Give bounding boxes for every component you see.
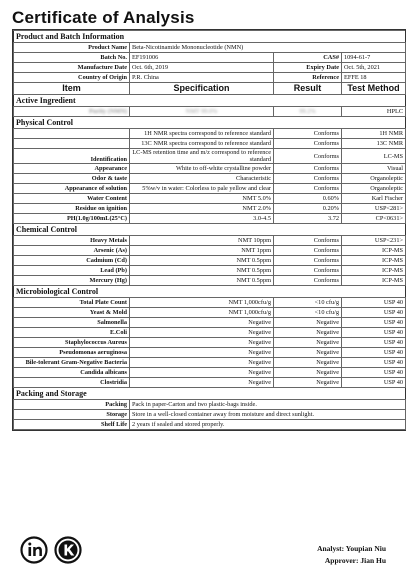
packing-rows — [14, 400, 406, 430]
table-row-spec: Negative — [130, 378, 274, 388]
label-origin: Country of Origin — [14, 73, 130, 83]
label-manufacture-date: Manufacture Date — [14, 63, 130, 73]
table-row-method: ICP-MS — [342, 276, 406, 286]
table-row — [14, 256, 406, 266]
table-row-result: Negative — [274, 338, 342, 348]
table-row-result: Conforms — [274, 129, 342, 139]
value-product-name: Beta-Nicotinamide Mononucleotide (NMN) — [130, 43, 406, 53]
active-result-text: 99.2% — [299, 107, 316, 115]
table-row-item: E.Coli — [14, 328, 130, 338]
table-row-method: USP 40 — [342, 358, 406, 368]
table-row-result: <10 cfu/g — [274, 308, 342, 318]
table-row-item: Appearance — [14, 164, 130, 174]
k-circle-logo-icon — [54, 536, 82, 564]
footer — [12, 532, 404, 572]
label-product-name: Product Name — [14, 43, 130, 53]
table-row-item: Bile-tolerant Gram-Negative Bacteria — [14, 358, 130, 368]
table-row-result: Negative — [274, 378, 342, 388]
table-row-method: ICP-MS — [342, 246, 406, 256]
packing-row — [14, 410, 406, 420]
header-result: Result — [274, 83, 342, 95]
table-row-method: Organoleptic — [342, 174, 406, 184]
label-batch-no: Batch No. — [14, 53, 130, 63]
table-row-spec: NMT 5.0% — [130, 194, 274, 204]
analyst-signature: Analyst: Youpian Niu — [317, 544, 386, 553]
table-row-spec: NMT 10ppm — [130, 236, 274, 246]
value-expiry-date: Oct. 5th, 2021 — [342, 63, 406, 73]
table-row-spec: 1H NMR spectra correspond to reference standard — [130, 129, 274, 139]
table-row — [14, 378, 406, 388]
table-row-result: Conforms — [274, 174, 342, 184]
table-row-item: Water Content — [14, 194, 130, 204]
table-row-item: Arsenic (As) — [14, 246, 130, 256]
certificate-sheet — [12, 29, 406, 431]
table-row — [14, 308, 406, 318]
packing-row — [14, 400, 406, 410]
identification-blank — [14, 129, 130, 139]
table-row-spec: Characteristic — [130, 174, 274, 184]
table-row — [14, 358, 406, 368]
table-row-item: Candida albicans — [14, 368, 130, 378]
table-row-spec: Negative — [130, 368, 274, 378]
table-row-method: 1H NMR — [342, 129, 406, 139]
micro-rows — [14, 298, 406, 388]
table-row — [14, 164, 406, 174]
header-method: Test Method — [342, 83, 406, 95]
table-row-item: Salmonella — [14, 318, 130, 328]
table-row — [14, 298, 406, 308]
header-item: Item — [14, 83, 130, 95]
active-item — [14, 107, 130, 117]
table-row-result: <10 cfu/g — [274, 298, 342, 308]
table-row-result: Conforms — [274, 236, 342, 246]
section-product: Product and Batch Information — [14, 31, 406, 43]
packing-label: Shelf Life — [14, 420, 130, 430]
table-row-result: Negative — [274, 348, 342, 358]
label-cas: CAS# — [274, 53, 342, 63]
table-row-result: Negative — [274, 358, 342, 368]
table-row-spec: NMT 0.5ppm — [130, 266, 274, 276]
table-row-method: USP 40 — [342, 308, 406, 318]
table-row-method: Organoleptic — [342, 184, 406, 194]
table-row-spec: Negative — [130, 318, 274, 328]
table-row-method: USP 40 — [342, 348, 406, 358]
table-row-item: Yeast & Mold — [14, 308, 130, 318]
label-reference: Reference — [274, 73, 342, 83]
table-row — [14, 184, 406, 194]
table-row — [14, 246, 406, 256]
table-row-item: Cadmium (Cd) — [14, 256, 130, 266]
table-row-spec: NMT 2.0% — [130, 204, 274, 214]
table-row-result: Conforms — [274, 246, 342, 256]
packing-label: Packing — [14, 400, 130, 410]
table-row-result: 0.20% — [274, 204, 342, 214]
packing-label: Storage — [14, 410, 130, 420]
table-row-method: LC-MS — [342, 149, 406, 164]
table-row-result: 0.60% — [274, 194, 342, 204]
label-expiry-date: Expiry Date — [274, 63, 342, 73]
table-row-method: USP 40 — [342, 298, 406, 308]
table-row-spec: NMT 1ppm — [130, 246, 274, 256]
table-row-item: Odor & taste — [14, 174, 130, 184]
table-row-method: CP<0631> — [342, 214, 406, 224]
table-row-item: PH(1.0g/100mL(25°C) — [14, 214, 130, 224]
active-spec-text: NMT 99.0% — [185, 107, 218, 115]
active-result — [274, 107, 342, 117]
table-row-method: 13C NMR — [342, 139, 406, 149]
section-active: Active Ingredient — [14, 95, 406, 107]
table-row — [14, 214, 406, 224]
table-row-spec: 3.0-4.5 — [130, 214, 274, 224]
table-row-spec: NMT 1,000cfu/g — [130, 298, 274, 308]
table-row-result: Conforms — [274, 184, 342, 194]
table-row-method: Karl Fischer — [342, 194, 406, 204]
table-row-item: Clostridia — [14, 378, 130, 388]
value-reference: EFFE 18 — [342, 73, 406, 83]
table-row-method: USP<231> — [342, 236, 406, 246]
table-row-spec: Negative — [130, 358, 274, 368]
value-cas: 1094-61-7 — [342, 53, 406, 63]
in-circle-logo-icon — [20, 536, 48, 564]
table-row — [14, 348, 406, 358]
table-row-item: Pseudomonas aeruginosa — [14, 348, 130, 358]
table-row — [14, 276, 406, 286]
value-origin: P.R. China — [130, 73, 274, 83]
document-title: Certificate of Analysis — [12, 8, 195, 27]
table-row-method: Visual — [342, 164, 406, 174]
table-row-spec: NMT 0.5ppm — [130, 276, 274, 286]
table-row-result: Conforms — [274, 164, 342, 174]
section-physical: Physical Control — [14, 117, 406, 129]
table-row-method: USP 40 — [342, 378, 406, 388]
table-row-result: Conforms — [274, 276, 342, 286]
table-row-method: USP 40 — [342, 318, 406, 328]
table-row-method: USP 40 — [342, 328, 406, 338]
table-row-spec: 5%w/v in water: Colorless to pale yellow and clear — [130, 184, 274, 194]
table-row-item: Lead (Pb) — [14, 266, 130, 276]
table-row — [14, 194, 406, 204]
table-row — [14, 338, 406, 348]
table-row-method: USP<281> — [342, 204, 406, 214]
value-batch-no: EF191006 — [130, 53, 274, 63]
active-item-text: Purity (NMN) — [89, 107, 127, 115]
table-row-item: Heavy Metals — [14, 236, 130, 246]
active-method: HPLC — [342, 107, 406, 117]
chemical-rows — [14, 236, 406, 286]
table-row-item: Total Plate Count — [14, 298, 130, 308]
header-specification: Specification — [130, 83, 274, 95]
table-row-method: USP 40 — [342, 368, 406, 378]
table-row — [14, 318, 406, 328]
table-row — [14, 266, 406, 276]
table-row-result: Conforms — [274, 149, 342, 164]
table-row-spec: Negative — [130, 328, 274, 338]
table-row-item: Residue on ignition — [14, 204, 130, 214]
table-row-spec: White to off-white crystalline powder — [130, 164, 274, 174]
section-packing: Packing and Storage — [14, 388, 406, 400]
table-row-result: Conforms — [274, 256, 342, 266]
table-row-spec: Negative — [130, 338, 274, 348]
table-row-result: Negative — [274, 328, 342, 338]
packing-value: 2 years if sealed and stored properly. — [130, 420, 406, 430]
packing-value: Store in a well-closed container away from moisture and direct sunlight. — [130, 410, 406, 420]
table-row-result: Negative — [274, 368, 342, 378]
coa-table — [13, 30, 406, 430]
table-row — [14, 204, 406, 214]
table-row-spec: NMT 1,000cfu/g — [130, 308, 274, 318]
table-row-result: Conforms — [274, 139, 342, 149]
identification-label: Identification — [14, 149, 130, 164]
table-row-result: Negative — [274, 318, 342, 328]
packing-row — [14, 420, 406, 430]
table-row — [14, 368, 406, 378]
table-row-item: Staphylococcus Aureus — [14, 338, 130, 348]
table-row-method: ICP-MS — [342, 266, 406, 276]
table-row-spec: LC-MS retention time and m/z correspond to reference standard — [130, 149, 274, 164]
identification-blank — [14, 139, 130, 149]
table-row-result: Conforms — [274, 266, 342, 276]
table-row-method: USP 40 — [342, 338, 406, 348]
table-row-spec: Negative — [130, 348, 274, 358]
table-row-spec: 13C NMR spectra correspond to reference standard — [130, 139, 274, 149]
table-row-result: 3.72 — [274, 214, 342, 224]
table-row-spec: NMT 0.5ppm — [130, 256, 274, 266]
table-row-item: Mercury (Hg) — [14, 276, 130, 286]
section-chemical: Chemical Control — [14, 224, 406, 236]
packing-value: Pack in paper-Carton and two plastic-bags inside. — [130, 400, 406, 410]
table-row-item: Appearance of solution — [14, 184, 130, 194]
table-row — [14, 236, 406, 246]
table-row — [14, 174, 406, 184]
physical-rows — [14, 164, 406, 224]
section-micro: Microbiological Control — [14, 286, 406, 298]
value-manufacture-date: Oct. 6th, 2019 — [130, 63, 274, 73]
active-spec — [130, 107, 274, 117]
table-row-method: ICP-MS — [342, 256, 406, 266]
approver-signature: Approver: Jian Hu — [324, 556, 386, 565]
table-row — [14, 328, 406, 338]
